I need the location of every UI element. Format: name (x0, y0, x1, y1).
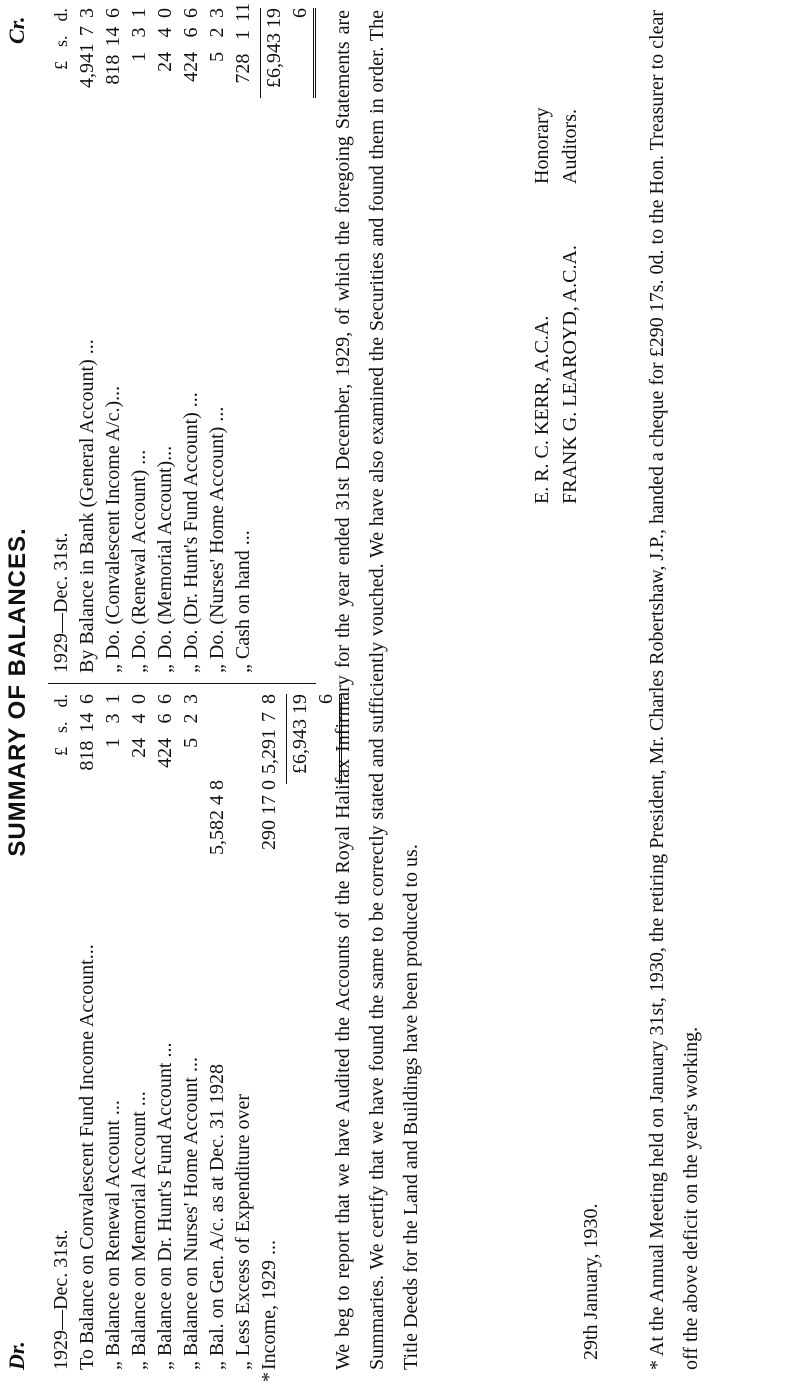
credit-row-label: „ Do. (Renewal Account) ... (128, 449, 150, 673)
debit-amount-shillings: 7 (258, 712, 280, 722)
debit-amount-pounds: 424 (154, 737, 176, 768)
debit-row-label: *Income, 1929 ... (258, 1240, 280, 1382)
credit-amount-pounds: 728 (232, 53, 254, 84)
shillings-head: s. (51, 721, 71, 734)
debit-amount-pounds: 1 (102, 737, 124, 748)
credit-amount-shillings: 4 (154, 27, 176, 38)
currency-heads (48, 694, 74, 774)
signatory-2: FRANK G. LEAROYD, A.C.A. (559, 245, 581, 504)
credit-row (178, 8, 204, 673)
credit-row-label: „ Do. (Convalescent Income A/c.)... (102, 385, 124, 673)
debit-total: £6,943 19 6 (286, 694, 342, 784)
credit-amount-pounds: 5 (206, 51, 228, 62)
debit-amount-pounds: 5,291 (258, 729, 280, 774)
debit-row-amount (204, 694, 230, 774)
debit-row-amount (126, 694, 152, 774)
credit-date: 1929—Dec. 31st. (50, 532, 72, 673)
debit-amount-pence (204, 694, 230, 705)
debit-row-amount (100, 694, 126, 774)
debit-row-label: „ Balance on Renewal Account ... (102, 1100, 124, 1370)
debit-row (126, 694, 152, 1370)
debit-amount-pounds: 24 (128, 737, 150, 758)
debit-row (204, 694, 230, 1370)
debit-amount-shillings: 6 (154, 713, 176, 724)
pence-head-cr: d. (51, 8, 71, 22)
credit-amount-shillings: 6 (180, 27, 202, 38)
credit-row (100, 8, 126, 673)
page-title: SUMMARY OF BALANCES. (4, 527, 31, 857)
debit-row-label: „ Balance on Dr. Hunt's Fund Account ... (154, 1042, 176, 1370)
debit-amount-pounds (204, 738, 230, 774)
credit-row-label: „ Do. (Memorial Account)... (154, 445, 176, 673)
debit-amount-pence: 3 (180, 694, 202, 704)
credit-row (74, 8, 100, 673)
debit-row-label: „ Less Excess of Expenditure over (232, 1093, 254, 1370)
debit-row (100, 694, 126, 1370)
credit-row (126, 8, 152, 673)
credit-side (48, 2, 316, 684)
debit-amount-shillings: 4 (128, 713, 150, 724)
credit-amount-pence: 6 (180, 8, 202, 18)
debit-row-label: To Balance on Convalescent Fund Income Account... (76, 944, 98, 1370)
credit-amount-pounds: 4,941 (76, 43, 98, 88)
credit-amount-pence: 0 (154, 8, 176, 18)
auditor-role (528, 107, 584, 184)
role-1: Honorary (531, 107, 553, 184)
credit-row (204, 8, 230, 673)
debit-row (74, 694, 100, 1370)
debit-amount-shillings: 2 (180, 713, 202, 724)
debit-amount-pence (230, 694, 256, 705)
credit-row-label: „ Do. (Dr. Hunt's Fund Account) ... (180, 392, 202, 673)
footnote-marker: * (258, 1372, 280, 1382)
debit-side (48, 694, 342, 1382)
credit-row-amount (152, 8, 178, 88)
credit-row-label: By Balance in Bank (General Account) ... (76, 339, 98, 673)
debit-rows (74, 694, 282, 1382)
shillings-head-cr: s. (51, 35, 71, 48)
debit-amount-pence: 8 (258, 694, 280, 704)
debit-amount-pence: 1 (102, 694, 124, 704)
debit-amount-pence: 6 (154, 694, 176, 704)
pence-head: d. (51, 694, 71, 708)
credit-row (230, 2, 256, 673)
debit-row-amount (230, 694, 256, 774)
debit-amount-shillings: 14 (76, 712, 98, 733)
debit-amount-shillings (230, 713, 256, 729)
debit-row-subamount: 5,582 4 8 (206, 780, 228, 855)
credit-row-amount (100, 8, 126, 88)
debit-amount-pounds: 818 (76, 740, 98, 771)
credit-amount-shillings: 3 (128, 27, 150, 38)
debit-row-amount (178, 694, 204, 774)
cr-label: Cr. (4, 16, 29, 44)
pounds-head-cr: £ (51, 61, 71, 71)
role-2: Auditors. (559, 109, 581, 184)
debit-row-label: „ Balance on Nurses' Home Account ... (180, 1057, 202, 1370)
credit-row (152, 8, 178, 673)
footnote: * At the Annual Meeting held on January 31st, 1930, the retiring President, Mr. Charles Robertshaw, J.P., handed a cheque for £290 17s. 0d. to the Hon. Treasurer to clear off the above deficit on the year's working. (646, 10, 702, 1370)
signatories (528, 245, 584, 504)
credit-total: £6,943 19 6 (260, 8, 316, 98)
credit-row-label: „ Do. (Nurses' Home Account) ... (206, 406, 228, 673)
report-date: 29th January, 1930. (580, 1203, 602, 1360)
credit-amount-pounds: 24 (154, 51, 176, 72)
credit-amount-shillings: 1 (232, 30, 254, 40)
debit-row-label: „ Bal. on Gen. A/c. as at Dec. 31 1928 (206, 1063, 228, 1370)
debit-date: 1929—Dec. 31st. (50, 1229, 72, 1370)
debit-amount-shillings (204, 713, 230, 729)
credit-amount-pounds: 424 (180, 51, 202, 82)
debit-amount-pence: 0 (128, 694, 150, 704)
debit-row (256, 694, 282, 1382)
credit-amount-pence: 11 (232, 2, 254, 22)
credit-amount-shillings: 7 (76, 26, 98, 36)
signatory-1: E. R. C. KERR, A.C.A. (531, 315, 553, 504)
debit-row (178, 694, 204, 1370)
debit-amount-pounds: 5 (180, 737, 202, 748)
auditors-certificate: We beg to report that we have Audited the Accounts of the Royal Halifax Infirmary for the year ended 31st December, 1929, of which the foregoing Statements are Summaries. We certify that we have found the same to be correctly stated and sufficiently vouched. We have also examined the Securities and found them in order. The Title Deeds for the Land and Buildings have been produced to us. (332, 10, 422, 1370)
credit-row-label: „ Cash on hand ... (232, 530, 254, 673)
credit-row-amount (230, 2, 256, 88)
credit-row-amount (74, 8, 100, 88)
debit-row-label: „ Balance on Memorial Account ... (128, 1091, 150, 1370)
credit-row-amount (204, 8, 230, 88)
debit-row-subamount: 290 17 0 (258, 780, 280, 850)
credit-amount-pence: 6 (102, 8, 124, 18)
credit-rows (74, 2, 256, 673)
credit-amount-pounds: 818 (102, 54, 124, 85)
currency-heads-cr (48, 8, 74, 88)
credit-amount-pence: 3 (206, 8, 228, 18)
credit-amount-pence: 1 (128, 8, 150, 18)
credit-amount-shillings: 14 (102, 26, 124, 47)
debit-row-amount (74, 694, 100, 774)
credit-amount-pence: 3 (76, 8, 98, 18)
dr-label: Dr. (4, 1341, 29, 1370)
pounds-head: £ (51, 747, 71, 757)
debit-row (230, 694, 256, 1370)
debit-row (152, 694, 178, 1370)
credit-row-amount (126, 8, 152, 88)
debit-amount-pounds (230, 738, 256, 774)
debit-amount-shillings: 3 (102, 713, 124, 724)
credit-amount-shillings: 2 (206, 27, 228, 38)
debit-row-amount (152, 694, 178, 774)
debit-row-amount (256, 694, 282, 774)
credit-colhead (48, 8, 74, 673)
debit-amount-pence: 6 (76, 694, 98, 704)
debit-colhead (48, 694, 74, 1370)
credit-row-amount (178, 8, 204, 88)
credit-amount-pounds: 1 (128, 51, 150, 62)
